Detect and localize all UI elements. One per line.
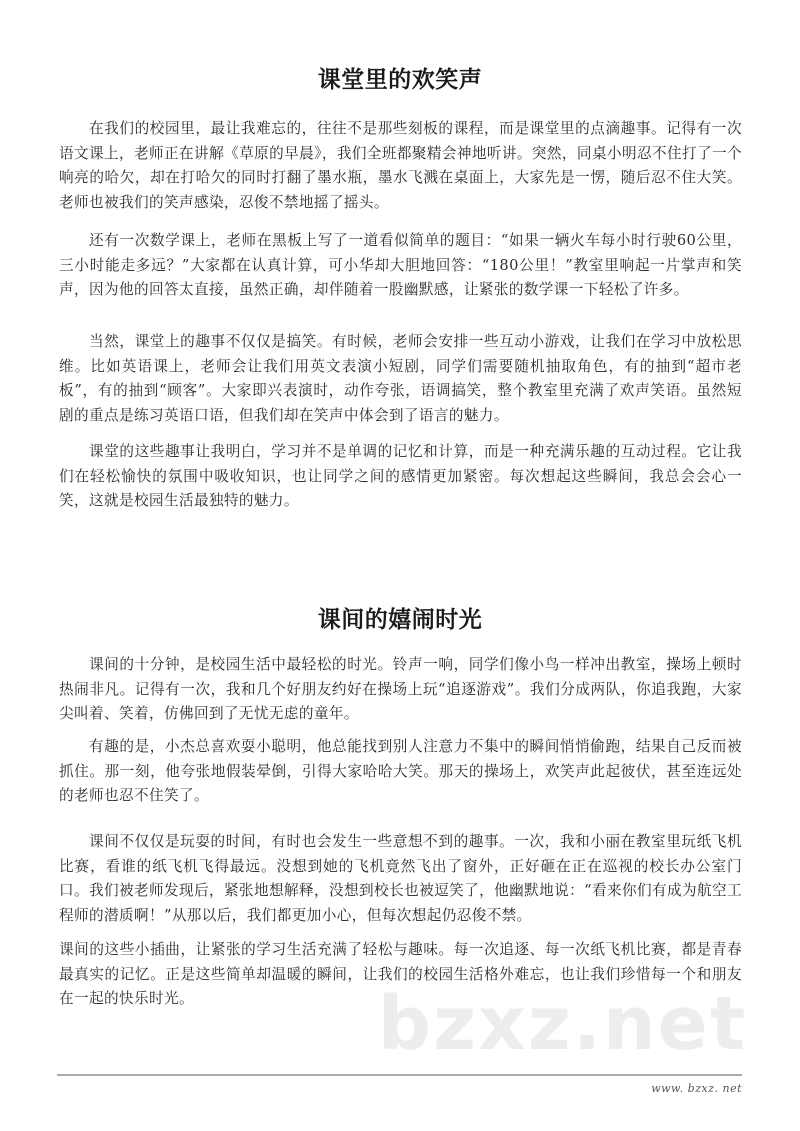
- footer-divider: [57, 1074, 742, 1076]
- paragraph: 课堂的这些趣事让我明白，学习并不是单调的记忆和计算，而是一种充满乐趣的互动过程。它让我们在轻松愉快的氛围中吸收知识，也让同学之间的感情更加紧密。每次想起这些瞬间，我总会会心一笑，这就是校园生活最独特的魅力。: [59, 443, 742, 509]
- paragraph: 在我们的校园里，最让我难忘的，往往不是那些刻板的课程，而是课堂里的点滴趣事。记得有一次语文课上，老师正在讲解《草原的早晨》，我们全班都聚精会神地听讲。突然，同桌小明忍不住打了一个响亮的哈欠，却在打哈欠的同时打翻了墨水瓶，墨水飞溅在桌面上，大家先是一愣，随后忍不住大笑。老师也被我们的笑声感染，忍俊不禁地摇了摇头。: [59, 120, 742, 211]
- paragraph: 有趣的是，小杰总喜欢耍小聪明，他总能找到别人注意力不集中的瞬间悄悄偷跑，结果自己反而被抓住。那一刻，他夸张地假装晕倒，引得大家哈哈大笑。那天的操场上，欢笑声此起彼伏，甚至连远处的老师也忍不住笑了。: [59, 738, 742, 804]
- footer-website-text: www. bzxz. net: [651, 1082, 742, 1095]
- paragraph: 当然，课堂上的趣事不仅仅是搞笑。有时候，老师会安排一些互动小游戏，让我们在学习中放松思维。比如英语课上，老师会让我们用英文表演小短剧，同学们需要随机抽取角色，有的抽到“超市老板”，有的抽到“顾客”。大家即兴表演时，动作夸张，语调搞笑，整个教室里充满了欢声笑语。虽然短剧的重点是练习英语口语，但我们却在笑声中体会到了语言的魅力。: [59, 333, 742, 424]
- paragraph: 课间不仅仅是玩耍的时间，有时也会发生一些意想不到的趣事。一次，我和小丽在教室里玩纸飞机比赛，看谁的纸飞机飞得最远。没想到她的飞机竟然飞出了窗外，正好砸在正在巡视的校长办公室门口。我们被老师发现后，紧张地想解释，没想到校长也被逗笑了，他幽默地说：“看来你们有成为航空工程师的潜质啊！”从那以后，我们都更加小心，但每次想起仍忍俊不禁。: [59, 833, 742, 924]
- watermark: bzxz.net: [378, 981, 748, 1067]
- paragraph: 课间的这些小插曲，让紧张的学习生活充满了轻松与趣味。每一次追逐、每一次纸飞机比赛，都是青春最真实的记忆。正是这些简单却温暖的瞬间，让我们的校园生活格外难忘，也让我们珍惜每一个和朋友在一起的快乐时光。: [59, 941, 742, 1007]
- paragraph: 课间的十分钟，是校园生活中最轻松的时光。铃声一响，同学们像小鸟一样冲出教室，操场上顿时热闹非凡。记得有一次，我和几个好朋友约好在操场上玩“追逐游戏”。我们分成两队，你追我跑，大家尖叫着、笑着，仿佛回到了无忧无虑的童年。: [59, 656, 742, 722]
- section-title-classroom-laughter: 课堂里的欢笑声: [317, 67, 483, 93]
- section-title-recess-fun: 课间的嬉闹时光: [317, 607, 483, 633]
- paragraph: 还有一次数学课上，老师在黑板上写了一道看似简单的题目：“如果一辆火车每小时行驶60公里，三小时能走多远？”大家都在认真计算，可小华却大胆地回答：“180公里！”教室里响起一片掌声和笑声，因为他的回答太直接，虽然正确，却伴随着一股幽默感，让紧张的数学课一下轻松了许多。: [59, 232, 742, 298]
